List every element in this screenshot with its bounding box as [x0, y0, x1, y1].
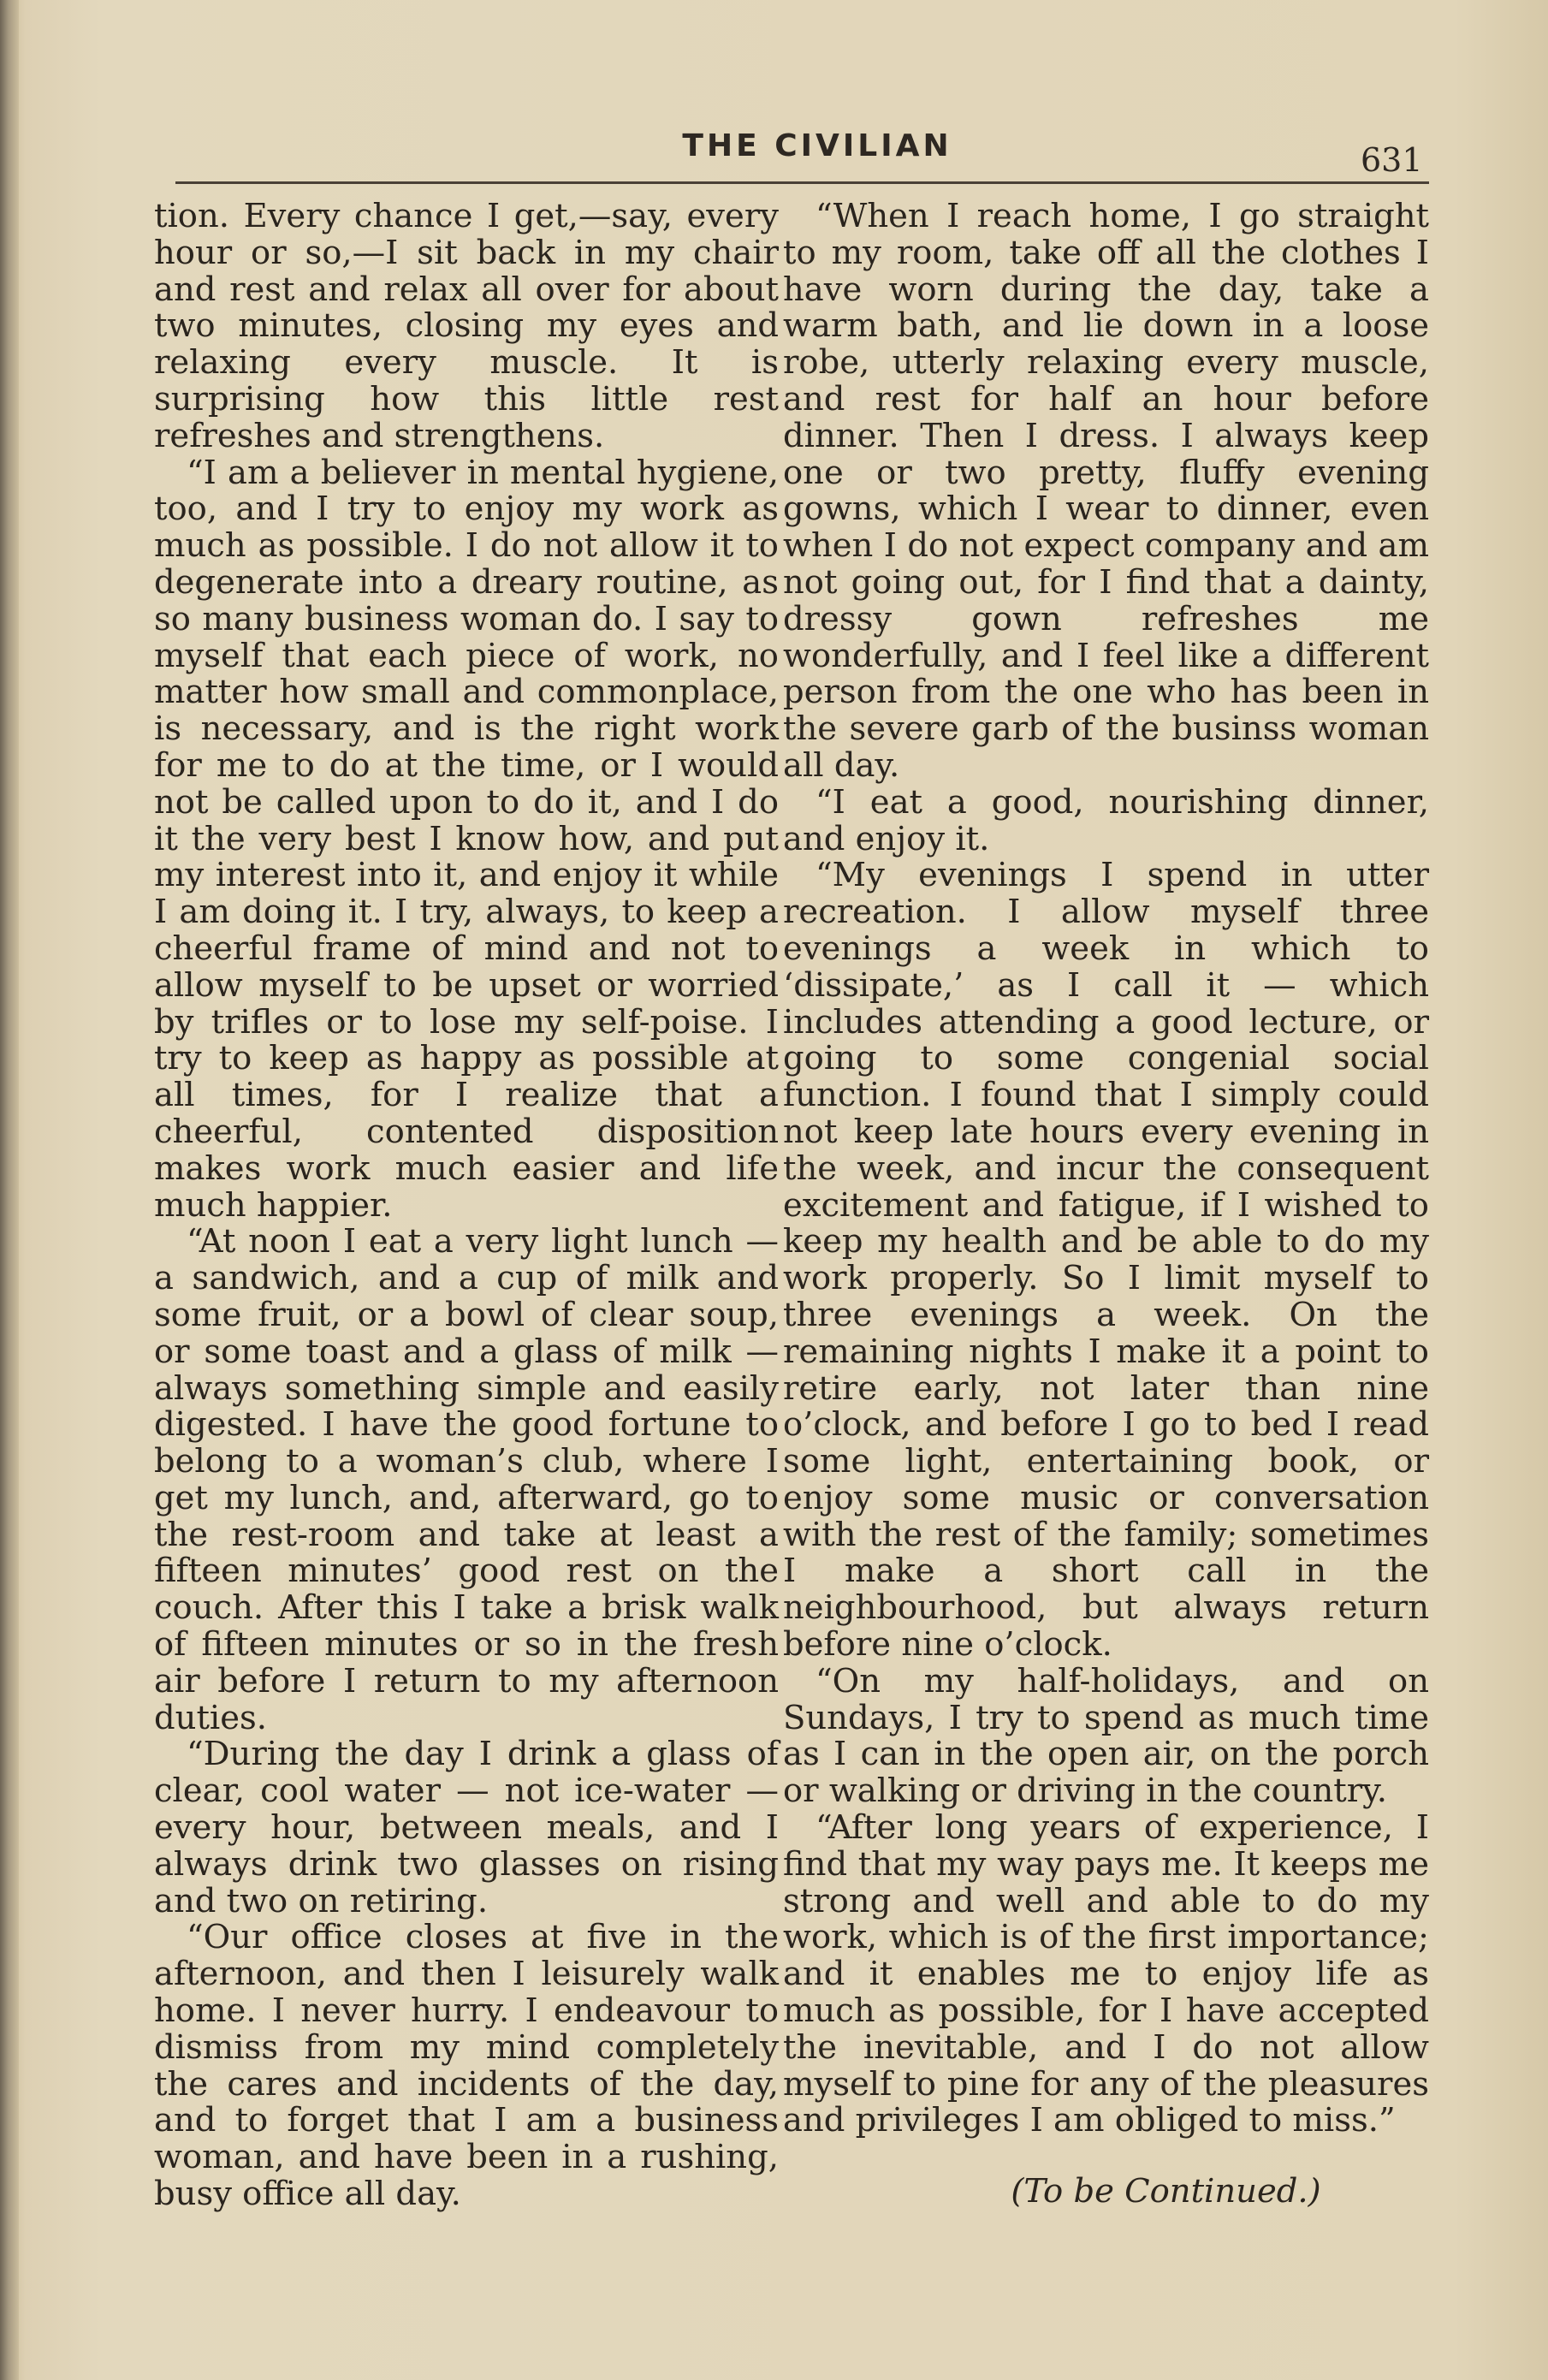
paragraph: “I am a believer in mental hygiene, too, and I try to enjoy my work as much as possible. I do not allow it to degenerate into a dreary routine, as so many business woman do. I say to myself that each piece of work, no matter how small and commonplace, is necessary, and is the right work for me to do at the time, or I would not be called upon to do it, and I do it the very best I know how, and put my interest into it, and enjoy it while I am doing it. I try, always, to keep a cheerful frame of mind and not to allow myself to be upset or worried by trifles or to lose my self-poise. I try to keep as happy as possible at all times, for I realize that a cheerful, contented disposition makes work much easier and life much happier. — [154, 453, 779, 1225]
right-column — [783, 199, 1429, 2211]
paragraph: “Our office closes at five in the afternoon, and then I leisurely walk home. I never hurry. I endeavour to dismiss from my mind completely the cares and incidents of the day, and to forget that I am a business woman, and have been in a rushing, busy office all day. — [154, 1918, 779, 2214]
continued-note: (To be Continued.) — [1011, 2172, 1321, 2211]
page-number: 631 — [1361, 141, 1423, 179]
paragraph: “When I reach home, I go straight to my room, take off all the clothes I have worn during the day, take a warm bath, and lie down in a loose robe, utterly relaxing every muscle, and rest for half an hour before dinner. Then I dress. I always keep one or two pretty, fluffy evening gowns, which I wear to dinner, even when I do not expect company and am not going out, for I find that a dainty, dressy gown refreshes me wonderfully, and I feel like a different person from the one who has been in the severe garb of the businss woman all day. — [783, 197, 1429, 785]
paragraph: “On my half-holidays, and on Sundays, I try to spend as much time as I can in the open air, on the porch or walking or driving in the country. — [783, 1661, 1429, 1811]
left-column — [154, 199, 779, 2213]
running-header-title: THE CIVILIAN — [682, 128, 952, 163]
paragraph: “My evenings I spend in utter recreation. I allow myself three evenings a week in which to ‘dissipate,’ as I call it — which includes attending a good lecture, or going to some congenial social function. I found that I simply could not keep late hours every evening in the week, and incur the consequent excitement and fatigue, if I wished to keep my health and be able to do my work properly. So I limit myself to three evenings a week. On the remaining nights I make it a point to retire early, not later than nine o’clock, and before I go to bed I read some light, entertaining book, or enjoy some music or conversation with the rest of the family; sometimes I make a short call in the neighbourhood, but always return before nine o’clock. — [783, 856, 1429, 1665]
paragraph: “I eat a good, nourishing dinner, and enjoy it. — [783, 782, 1429, 858]
paragraph: “During the day I drink a glass of clear, cool water — not ice-water — every hour, between meals, and I always drink two glasses on rising and two on retiring. — [154, 1735, 779, 1920]
book-spine-edge — [0, 0, 19, 2380]
header-rule — [175, 181, 1429, 184]
paragraph: “At noon I eat a very light lunch —a sandwich, and a cup of milk and some fruit, or a bowl of clear soup, or some toast and a glass of milk — always something simple and easily digested. I have the good fortune to belong to a woman’s club, where I get my lunch, and, afterward, go to the rest-room and take at least a fifteen minutes’ good rest on the couch. After this I take a brisk walk of fifteen minutes or so in the fresh air before I return to my afternoon duties. — [154, 1222, 779, 1737]
paragraph: tion. Every chance I get,—say, every hour or so,—I sit back in my chair and rest and relax all over for about two minutes, closing my eyes and relaxing every muscle. It is surprising how this little rest refreshes and strengthens. — [154, 197, 779, 455]
paragraph: “After long years of experience, I find that my way pays me. It keeps me strong and well and able to do my work, which is of the first importance; and it enables me to enjoy life as much as possible, for I have accepted the inevitable, and I do not allow myself to pine for any of the pleasures and privileges I am obliged to miss.” — [783, 1808, 1429, 2140]
